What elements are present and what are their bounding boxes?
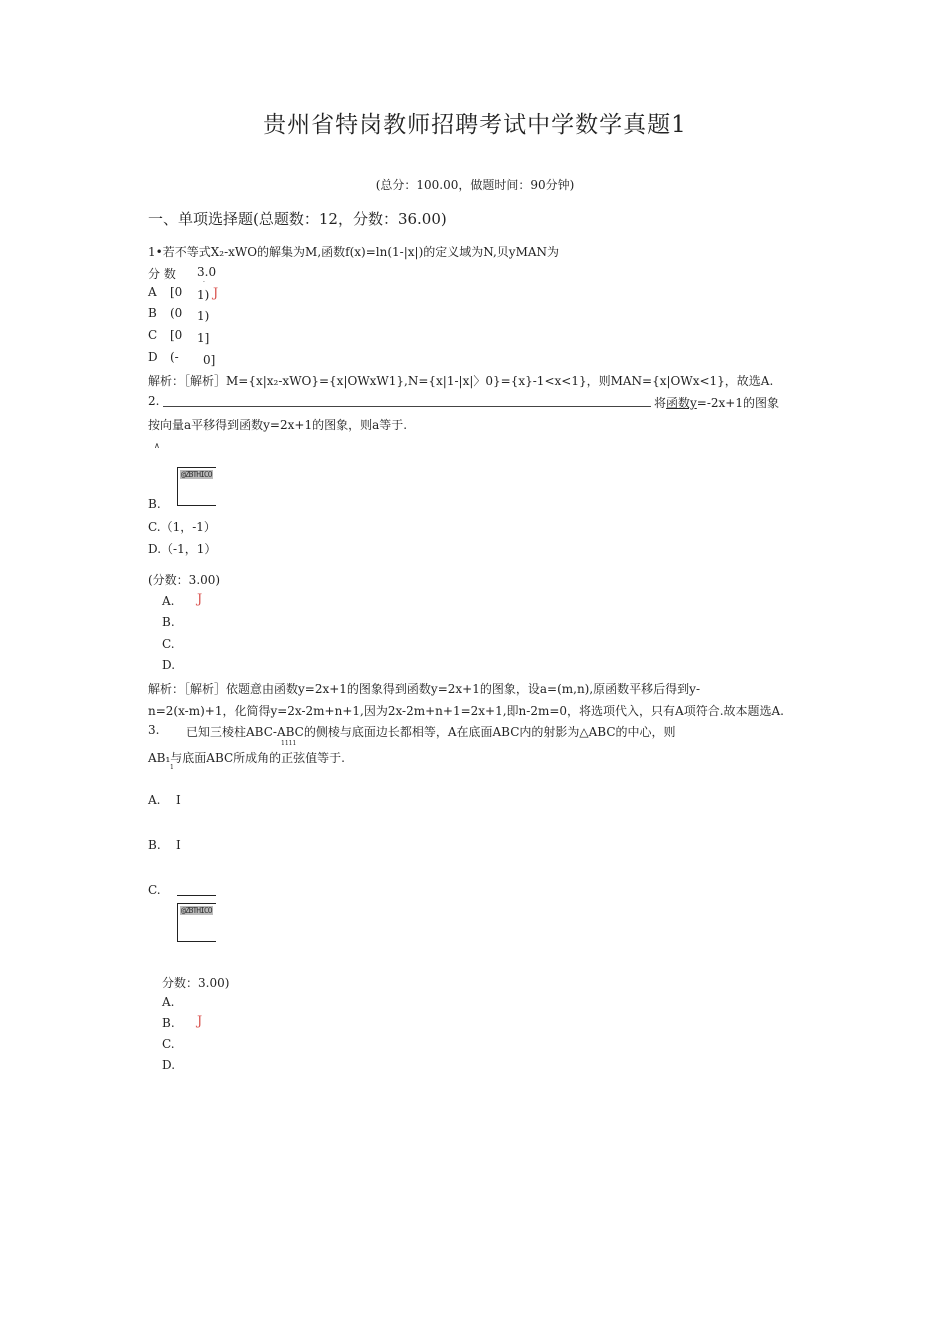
- q3-option-a-value: I: [176, 793, 181, 807]
- q2-score: (分数：3.00): [148, 573, 221, 587]
- q1-option-left: [0: [170, 328, 183, 342]
- image-label: @ZBTHICO: [181, 470, 212, 479]
- q1-option-right: 1): [197, 288, 210, 302]
- q2-number: 2.: [148, 394, 160, 408]
- q2-analysis-line2: n=2(x-m)+1，化简得y=2x-2m+n+1,因为2x-2m+n+1=2x+1,即n-2m=0，将选项代入，只有A项符合.故本题选A.: [148, 704, 784, 718]
- q3-score: 分数：3.00): [162, 976, 230, 990]
- q1-option-letter: C: [148, 328, 158, 342]
- q1-option-right: 1): [197, 309, 210, 323]
- q3-option-b: B.: [148, 838, 161, 852]
- q2-answer-a: A.: [162, 594, 175, 608]
- q1-analysis: 解析：［解析］M={x|x₂-xWO}={x|OWxW1},N={x|1-|x|〉0}={x}-1<x<1}，则MAN={x|OWx<1}，故选A.: [148, 374, 774, 388]
- q2-option-d: D.（-1，1）: [148, 542, 217, 556]
- q2-blank-line: [163, 406, 651, 407]
- q2-tail-suffix: =-2x+1的图象: [696, 396, 779, 410]
- q3-number: 3.: [148, 723, 160, 737]
- exam-meta: (总分：100.00，做题时间：90分钟): [375, 178, 575, 192]
- page-title: 贵州省特岗教师招聘考试中学数学真题1: [263, 112, 687, 138]
- q2-answer-d: D.: [162, 658, 176, 672]
- q2-tail-underlined: 函数y: [666, 396, 697, 410]
- q2-stem-tail: [654, 394, 779, 411]
- q3-stem: 已知三棱柱ABC-ABC的侧棱与底面边长都相等，A在底面ABC内的射影为△ABC的中心，则: [186, 725, 676, 739]
- q1-option-right: 1]: [197, 331, 210, 345]
- q3-stem-line2: AB₁与底面ABC所成角的正弦值等于.: [148, 751, 345, 765]
- q1-stem: 1•若不等式X₂-xWO的解集为M,函数f(x)=ln(1-|x|)的定义域为N,贝yMAN为: [148, 245, 560, 259]
- q1-score-value: 3.0: [197, 265, 217, 279]
- q3-option-a: A.: [148, 793, 161, 807]
- q3-subscript: 1: [170, 764, 174, 771]
- q2-answer-c: C.: [162, 637, 175, 651]
- q3-option-c: C.: [148, 883, 161, 897]
- correct-check-icon: J: [197, 592, 203, 607]
- correct-check-icon: J: [197, 1014, 203, 1029]
- q1-option-left: (0: [170, 306, 183, 320]
- q1-option-letter: D: [148, 350, 158, 364]
- q2-image-placeholder: [177, 467, 216, 506]
- q1-option-left: [0: [170, 285, 183, 299]
- q3-answer-c: C.: [162, 1037, 175, 1051]
- section-heading: 一、单项选择题(总题数：12，分数：36.00): [148, 210, 447, 228]
- q1-option-letter: B: [148, 306, 157, 320]
- q3-superscript: 1111: [281, 740, 297, 747]
- q2-answer-b: B.: [162, 615, 175, 629]
- q3-answer-b: B.: [162, 1016, 175, 1030]
- q3-image-placeholder: [177, 903, 216, 942]
- q2-analysis-line1: 解析：［解析］依题意由函数y=2x+1的图象得到函数y=2x+1的图象，设a=(m,n),原函数平移后得到y-: [148, 682, 700, 696]
- q3-fraction-bar: [177, 895, 216, 896]
- q2-tail-prefix: 将: [654, 396, 667, 410]
- q2-option-b: B.: [148, 497, 161, 511]
- image-label: @ZBTHICO: [181, 906, 212, 915]
- q1-option-letter: A: [148, 285, 157, 299]
- q2-option-c: C.（1，-1）: [148, 520, 216, 534]
- correct-check-icon: J: [213, 286, 219, 301]
- q1-option-right: 0]: [203, 353, 216, 367]
- q2-stem-line2: 按向量a平移得到函数y=2x+1的图象，则a等于.: [148, 418, 408, 432]
- q3-option-b-value: I: [176, 838, 181, 852]
- q2-caret: ∧: [154, 441, 160, 450]
- q3-answer-a: A.: [162, 995, 175, 1009]
- q1-option-left: (-: [170, 350, 179, 364]
- q1-score-label: 分 数: [148, 267, 176, 281]
- q3-answer-d: D.: [162, 1058, 176, 1072]
- q1-dot: ·: [203, 279, 205, 286]
